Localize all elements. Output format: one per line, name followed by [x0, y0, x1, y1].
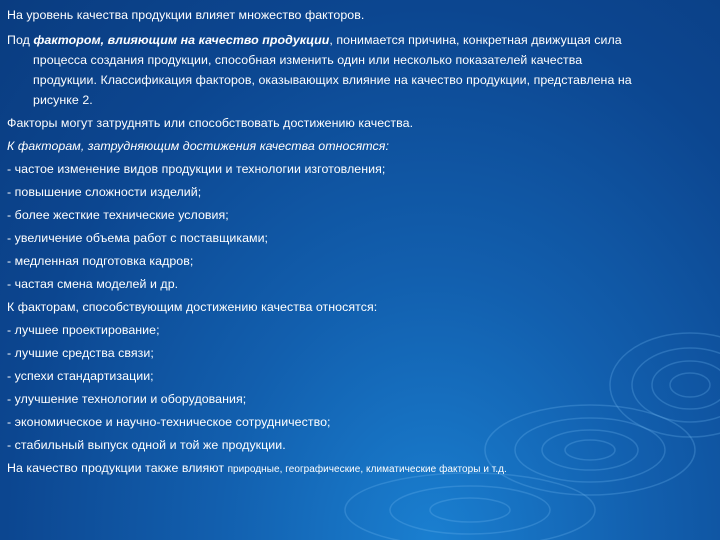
positive-factors-heading: К факторам, способствующим достижению качества относятся: — [7, 300, 378, 314]
list-item: - экономическое и научно-техническое сотрудничество; — [7, 415, 331, 429]
closing-small: природные, географические, климатические факторы и т.д. — [227, 464, 507, 475]
list-item: - лучшие средства связи; — [7, 346, 154, 360]
definition-line-1 — [7, 30, 711, 50]
list-item: - частое изменение видов продукции и технологии изготовления; — [7, 162, 386, 176]
list-item: - повышение сложности изделий; — [7, 185, 202, 199]
list-item: - медленная подготовка кадров; — [7, 254, 194, 268]
definition-suffix: , понимается причина, конкретная движущая сила — [329, 33, 622, 47]
negative-factors-list — [7, 158, 711, 296]
list-item: - более жесткие технические условия; — [7, 208, 229, 222]
intro-paragraph: На уровень качества продукции влияет множество факторов. — [7, 8, 365, 22]
definition-line-2: процесса создания продукции, способная изменить один или несколько показателей качества — [33, 53, 583, 67]
list-item: - успехи стандартизации; — [7, 369, 154, 383]
positive-factors-list — [7, 319, 711, 457]
closing-paragraph — [7, 457, 711, 481]
definition-line-3: продукции. Классификация факторов, оказывающих влияние на качество продукции, представлена на — [33, 73, 632, 87]
negative-factors-heading: К факторам, затрудняющим достижения качества относятся: — [7, 139, 389, 153]
list-item: - лучшее проектирование; — [7, 323, 160, 337]
closing-main: На качество продукции также влияют — [7, 461, 228, 475]
definition-paragraph — [7, 30, 711, 110]
slide-text — [7, 4, 711, 481]
list-item: - увеличение объема работ с поставщиками; — [7, 231, 269, 245]
definition-line-4: рисунке 2. — [33, 93, 93, 107]
list-item: - стабильный выпуск одной и той же продукции. — [7, 438, 286, 452]
list-item: - улучшение технологии и оборудования; — [7, 392, 247, 406]
definition-prefix: Под — [7, 33, 34, 47]
factors-intro: Факторы могут затруднять или способствовать достижению качества. — [7, 116, 414, 130]
definition-term: фактором, влияющим на качество продукции — [33, 33, 330, 47]
list-item: - частая смена моделей и др. — [7, 277, 179, 291]
